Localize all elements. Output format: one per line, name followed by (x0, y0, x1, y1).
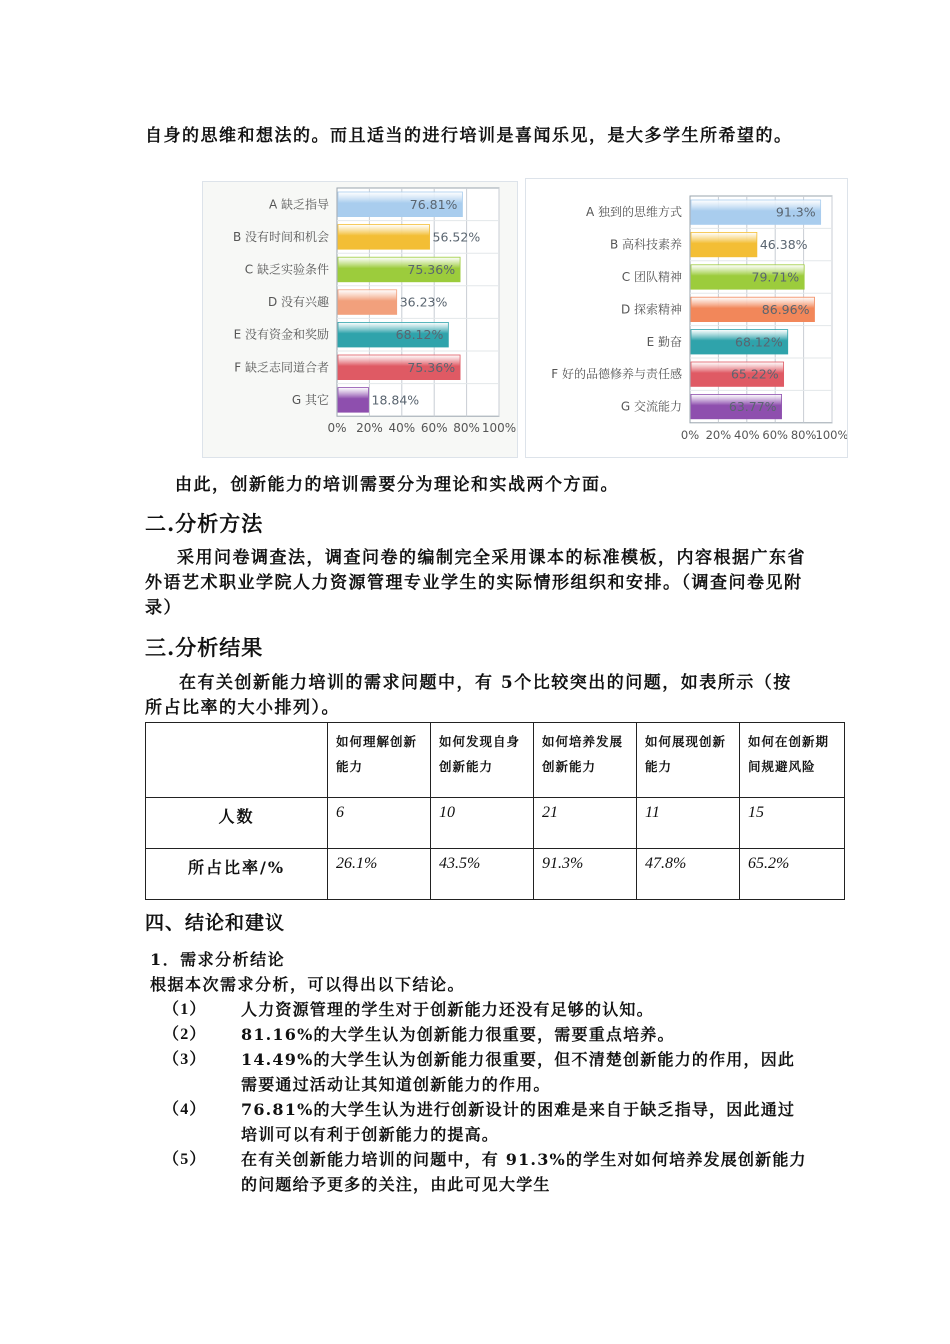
table-cell: 65.2% (740, 849, 845, 900)
category-label: E 勤奋 (646, 334, 682, 349)
tick-label: 40% (734, 427, 760, 442)
table-row-label: 所占比率/% (146, 849, 328, 900)
section4-lead: 根据本次需求分析，可以得出以下结论。 (150, 975, 466, 994)
table-header-cell: 如何培养发展创新能力 (534, 723, 637, 798)
section2-body: 采用问卷调查法，调查问卷的编制完全采用课本的标准模板，内容根据广东省外语艺术职业学院人力资源管理专业学生的实际情形组织和安排。（调查问卷见附录） (145, 548, 806, 618)
chart-abilities (525, 178, 848, 458)
list-item-number: （3） (163, 1051, 207, 1068)
value-label: 18.84% (371, 392, 420, 408)
list-item-text: 76.81%的大学生认为进行创新设计的困难是来自于缺乏指导，因此通过培训可以有利于创新能力的提高。 (241, 1100, 796, 1144)
section4-title: 四、结论和建议 (145, 912, 286, 934)
chart-difficulties (202, 181, 518, 458)
bar (338, 225, 430, 250)
category-label: B 没有时间和机会 (232, 229, 329, 244)
table-cell: 6 (328, 798, 431, 849)
category-label: D 探索精神 (620, 302, 682, 317)
table-cell: 21 (534, 798, 637, 849)
value-label: 79.71% (751, 269, 800, 285)
tick-label: 0% (680, 427, 700, 442)
tick-label: 60% (420, 421, 448, 436)
category-label: E 没有资金和奖励 (233, 327, 329, 342)
table-header-row (146, 723, 845, 798)
bar (338, 290, 397, 315)
tick-label: 20% (356, 421, 383, 436)
section3-title: 三.分析结果 (145, 635, 264, 660)
value-label: 46.38% (759, 237, 808, 253)
table-cell: 26.1% (328, 849, 431, 900)
value-label: 68.12% (395, 327, 444, 343)
list-item-text: 81.16%的大学生认为创新能力很重要，需要重点培养。 (241, 1025, 675, 1044)
value-label: 75.36% (407, 359, 456, 375)
tick-label: 100% (815, 427, 847, 442)
value-label: 76.81% (409, 196, 458, 212)
value-label: 75.36% (407, 262, 456, 277)
chart-difficulties-svg (203, 182, 517, 457)
value-label: 65.22% (730, 366, 779, 382)
value-label: 68.12% (735, 334, 783, 350)
category-label: F 缺乏志同道合者 (234, 360, 329, 375)
value-label: 91.3% (775, 204, 816, 220)
intro-paragraph: 自身的思维和想法的。而且适当的进行培训是喜闻乐见，是大多学生所希望的。 (145, 126, 793, 146)
value-label: 63.77% (728, 399, 777, 415)
tick-label: 40% (388, 421, 416, 436)
section4-subtitle: 1．需求分析结论 (150, 950, 286, 969)
section3-body: 在有关创新能力培训的需求问题中，有 5个比较突出的问题，如表所示（按所占比率的大小排列）。 (145, 673, 792, 718)
category-label: B 高科技素养 (609, 237, 682, 252)
value-label: 56.52% (432, 229, 481, 245)
table-header-cell: 如何在创新期间规避风险 (740, 723, 845, 798)
list-item-number: （4） (163, 1101, 207, 1118)
category-label: D 没有兴趣 (267, 295, 329, 310)
table-row-label: 人数 (146, 798, 328, 849)
list-item-text: 在有关创新能力培训的问题中，有 91.3%的学生对如何培养发展创新能力的问题给予更多的关注，由此可见大学生 (241, 1150, 807, 1194)
list-item-number: （2） (163, 1026, 207, 1043)
tick-label: 100% (481, 421, 517, 436)
category-label: A 缺乏指导 (268, 197, 329, 212)
table-header-cell: 如何展现创新能力 (637, 723, 740, 798)
table-cell: 43.5% (431, 849, 534, 900)
table-row (146, 849, 845, 900)
conclusion-line: 由此，创新能力的培训需要分为理论和实战两个方面。 (175, 475, 619, 495)
table-header-cell (146, 723, 328, 798)
table-cell: 91.3% (534, 849, 637, 900)
results-table (145, 722, 845, 900)
table-cell: 47.8% (637, 849, 740, 900)
tick-label: 80% (453, 421, 480, 436)
category-label: C 团队精神 (621, 270, 682, 284)
category-label: G 交流能力 (620, 399, 682, 414)
tick-label: 20% (705, 427, 732, 442)
table-cell: 11 (637, 798, 740, 849)
category-label: F 好的品德修养与责任感 (551, 367, 682, 382)
section2-title: 二.分析方法 (145, 511, 264, 536)
list-item-number: （5） (163, 1151, 207, 1168)
bar (338, 388, 369, 413)
tick-label: 60% (762, 427, 788, 442)
table-header-cell: 如何理解创新能力 (328, 723, 431, 798)
list-item-text: 人力资源管理的学生对于创新能力还没有足够的认知。 (241, 1000, 654, 1019)
table-header-cell: 如何发现自身创新能力 (431, 723, 534, 798)
value-label: 36.23% (399, 294, 448, 310)
value-label: 86.96% (761, 301, 810, 317)
tick-label: 80% (790, 427, 817, 442)
table-cell: 15 (740, 798, 845, 849)
table-row (146, 798, 845, 849)
list-item-text: 14.49%的大学生认为创新能力很重要，但不清楚创新能力的作用，因此需要通过活动让其知道创新能力的作用。 (241, 1050, 796, 1094)
table-cell: 10 (431, 798, 534, 849)
chart-abilities-svg (526, 179, 847, 457)
category-label: C 缺乏实验条件 (244, 262, 329, 277)
list-item-number: （1） (163, 1001, 207, 1018)
category-label: A 独到的思维方式 (585, 205, 682, 220)
bar (691, 232, 757, 256)
tick-label: 0% (327, 421, 347, 436)
category-label: G 其它 (291, 392, 329, 407)
